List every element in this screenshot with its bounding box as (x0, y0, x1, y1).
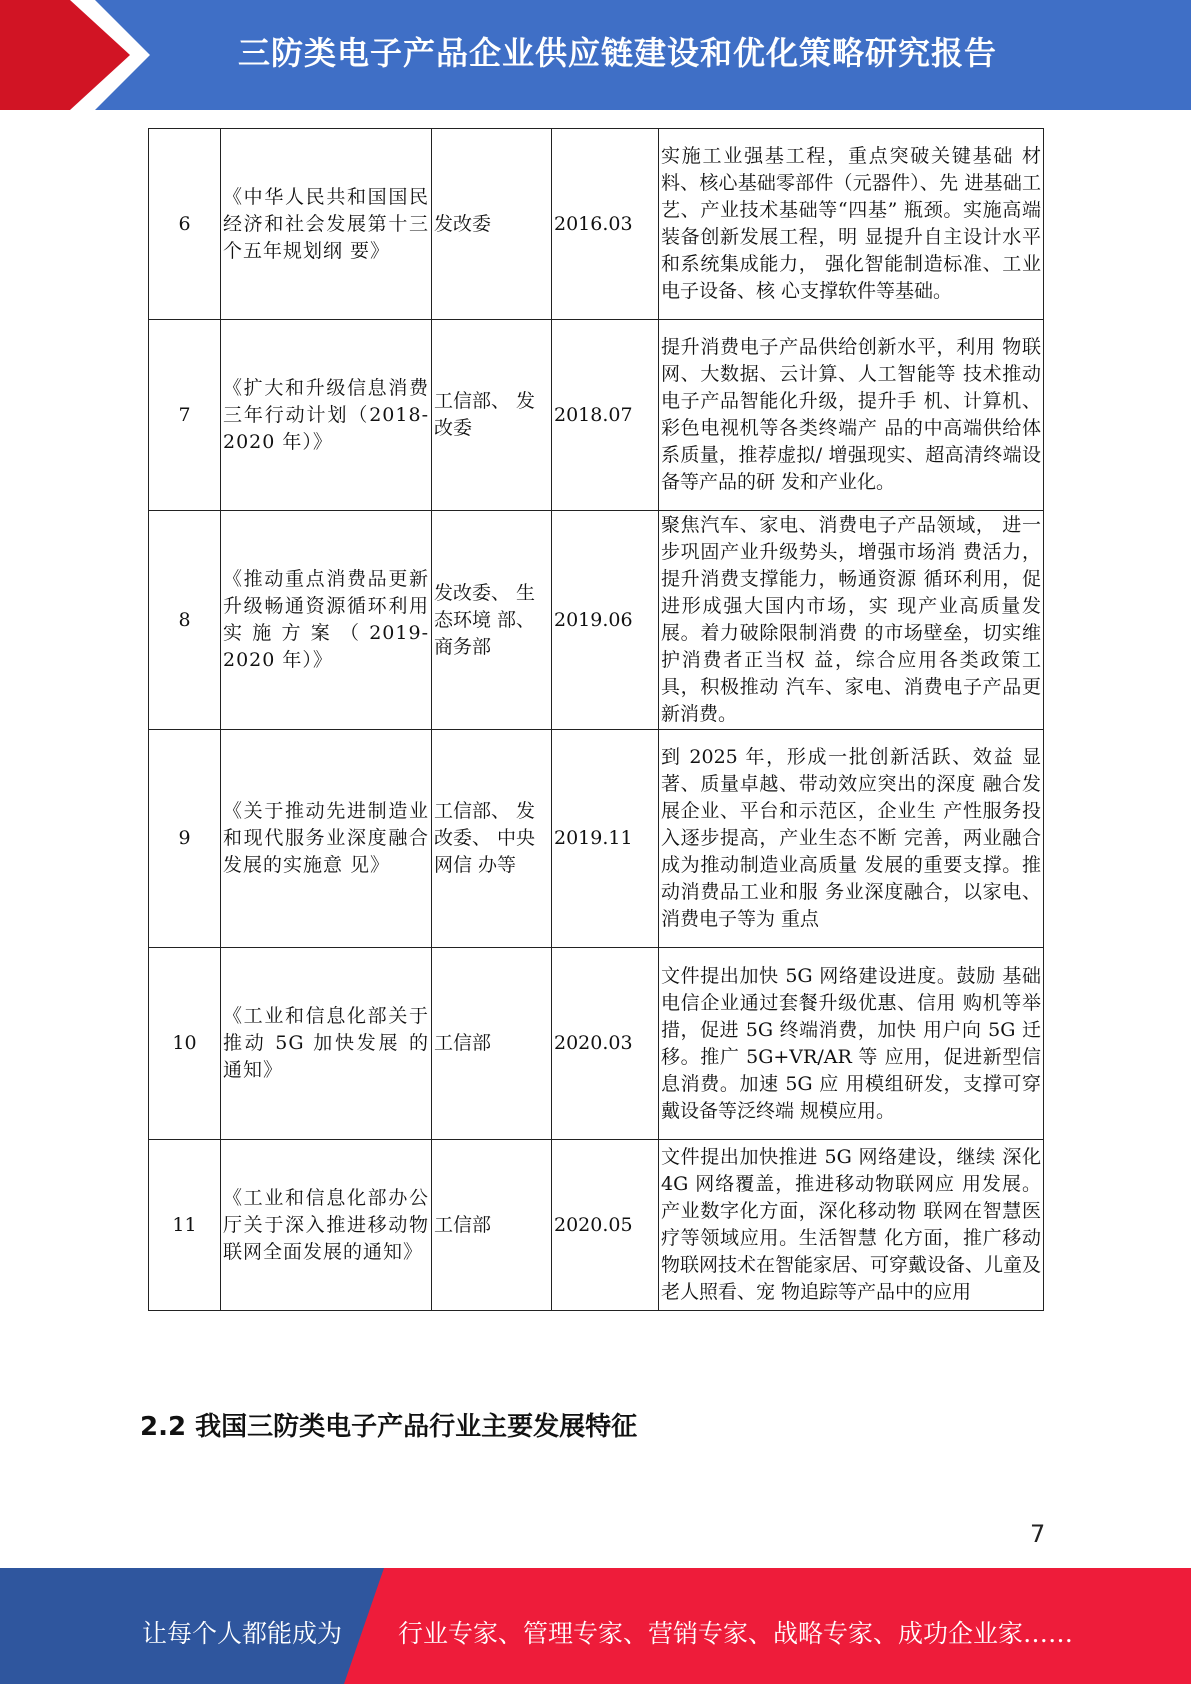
page-header (0, 0, 1191, 110)
policy-title: 《关于推动先进制造业和现代服务业深度融合发展的实施意 见》 (221, 730, 432, 948)
policy-title: 《扩大和升级信息消费三年行动计划（2018-2020 年）》 (221, 320, 432, 511)
table-row (149, 948, 1044, 1140)
footer-slogan-left: 让每个人都能成为 (142, 1619, 343, 1648)
table-row (149, 730, 1044, 948)
row-number: 10 (149, 948, 221, 1140)
table-row (149, 511, 1044, 730)
document-title: 三防类电子产品企业供应链建设和优化策略研究报告 (238, 34, 998, 72)
issue-date: 2019.11 (552, 730, 659, 948)
footer-slogan-right: 行业专家、管理专家、营销专家、战略专家、成功企业家…… (398, 1619, 1074, 1648)
policy-table (148, 128, 1044, 1311)
issue-date: 2020.05 (552, 1140, 659, 1311)
issuing-department: 发改委 (432, 129, 552, 320)
policy-title: 《中华人民共和国国民经济和社会发展第十三个五年规划纲 要》 (221, 129, 432, 320)
section-heading: 2.2 我国三防类电子产品行业主要发展特征 (140, 1412, 638, 1442)
issuing-department: 工信部、 发改委 (432, 320, 552, 511)
issuing-department: 工信部 (432, 948, 552, 1140)
row-number: 8 (149, 511, 221, 730)
issue-date: 2016.03 (552, 129, 659, 320)
policy-content: 实施工业强基工程，重点突破关键基础 材料、核心基础零部件（元器件）、先 进基础工艺、产业技术基础等“四基” 瓶颈。实施高端装备创新发展工程，明 显提升自主设计水平和系统集成能力， 强化智能制造标准、工业电子设备、核 心支撑软件等基础。 (659, 129, 1044, 320)
issue-date: 2018.07 (552, 320, 659, 511)
policy-content: 文件提出加快推进 5G 网络建设，继续 深化 4G 网络覆盖，推进移动物联网应 用发展。产业数字化方面，深化移动物 联网在智慧医疗等领域应用。生活智慧 化方面，推广移动物联网技术在智能家居、可穿戴设备、儿童及老人照看、宠 物追踪等产品中的应用 (659, 1140, 1044, 1311)
policy-content: 聚焦汽车、家电、消费电子产品领域， 进一步巩固产业升级势头，增强市场消 费活力，提升消费支撑能力，畅通资源 循环利用，促进形成强大国内市场，实 现产业高质量发展。着力破除限制消费 的市场壁垒，切实维护消费者正当权 益，综合应用各类政策工具，积极推动 汽车、家电、消费电子产品更新消费。 (659, 511, 1044, 730)
issue-date: 2019.06 (552, 511, 659, 730)
issuing-department: 工信部 (432, 1140, 552, 1311)
issuing-department: 发改委、 生态环境 部、商务部 (432, 511, 552, 730)
policy-content: 到 2025 年，形成一批创新活跃、效益 显著、质量卓越、带动效应突出的深度 融合发展企业、平台和示范区，企业生 产性服务投入逐步提高，产业生态不断 完善，两业融合成为推动制造业高质量 发展的重要支撑。推动消费品工业和服 务业深度融合，以家电、消费电子等为 重点 (659, 730, 1044, 948)
table-row (149, 1140, 1044, 1311)
row-number: 7 (149, 320, 221, 511)
row-number: 6 (149, 129, 221, 320)
policy-title: 《工业和信息化部关于推动 5G 加快发展 的通知》 (221, 948, 432, 1140)
page-footer (0, 1568, 1191, 1684)
policy-content: 文件提出加快 5G 网络建设进度。鼓励 基础电信企业通过套餐升级优惠、信用 购机等举措，促进 5G 终端消费，加快 用户向 5G 迁移。推广 5G+VR/AR 等 应用，促进新型信息消费。加速 5G 应 用模组研发，支撑可穿戴设备等泛终端 规模应用。 (659, 948, 1044, 1140)
policy-title: 《推动重点消费品更新升级畅通资源循环利用实施方案（2019-2020 年）》 (221, 511, 432, 730)
table-row (149, 129, 1044, 320)
policy-content: 提升消费电子产品供给创新水平，利用 物联网、大数据、云计算、人工智能等 技术推动电子产品智能化升级，提升手 机、计算机、彩色电视机等各类终端产 品的中高端供给体系质量，推荐虚拟/ 增强现实、超高清终端设备等产品的研 发和产业化。 (659, 320, 1044, 511)
page-number: 7 (1030, 1520, 1046, 1548)
row-number: 9 (149, 730, 221, 948)
table-row (149, 320, 1044, 511)
issuing-department: 工信部、 发改委、 中央网信 办等 (432, 730, 552, 948)
row-number: 11 (149, 1140, 221, 1311)
issue-date: 2020.03 (552, 948, 659, 1140)
policy-title: 《工业和信息化部办公厅关于深入推进移动物联网全面发展的通知》 (221, 1140, 432, 1311)
